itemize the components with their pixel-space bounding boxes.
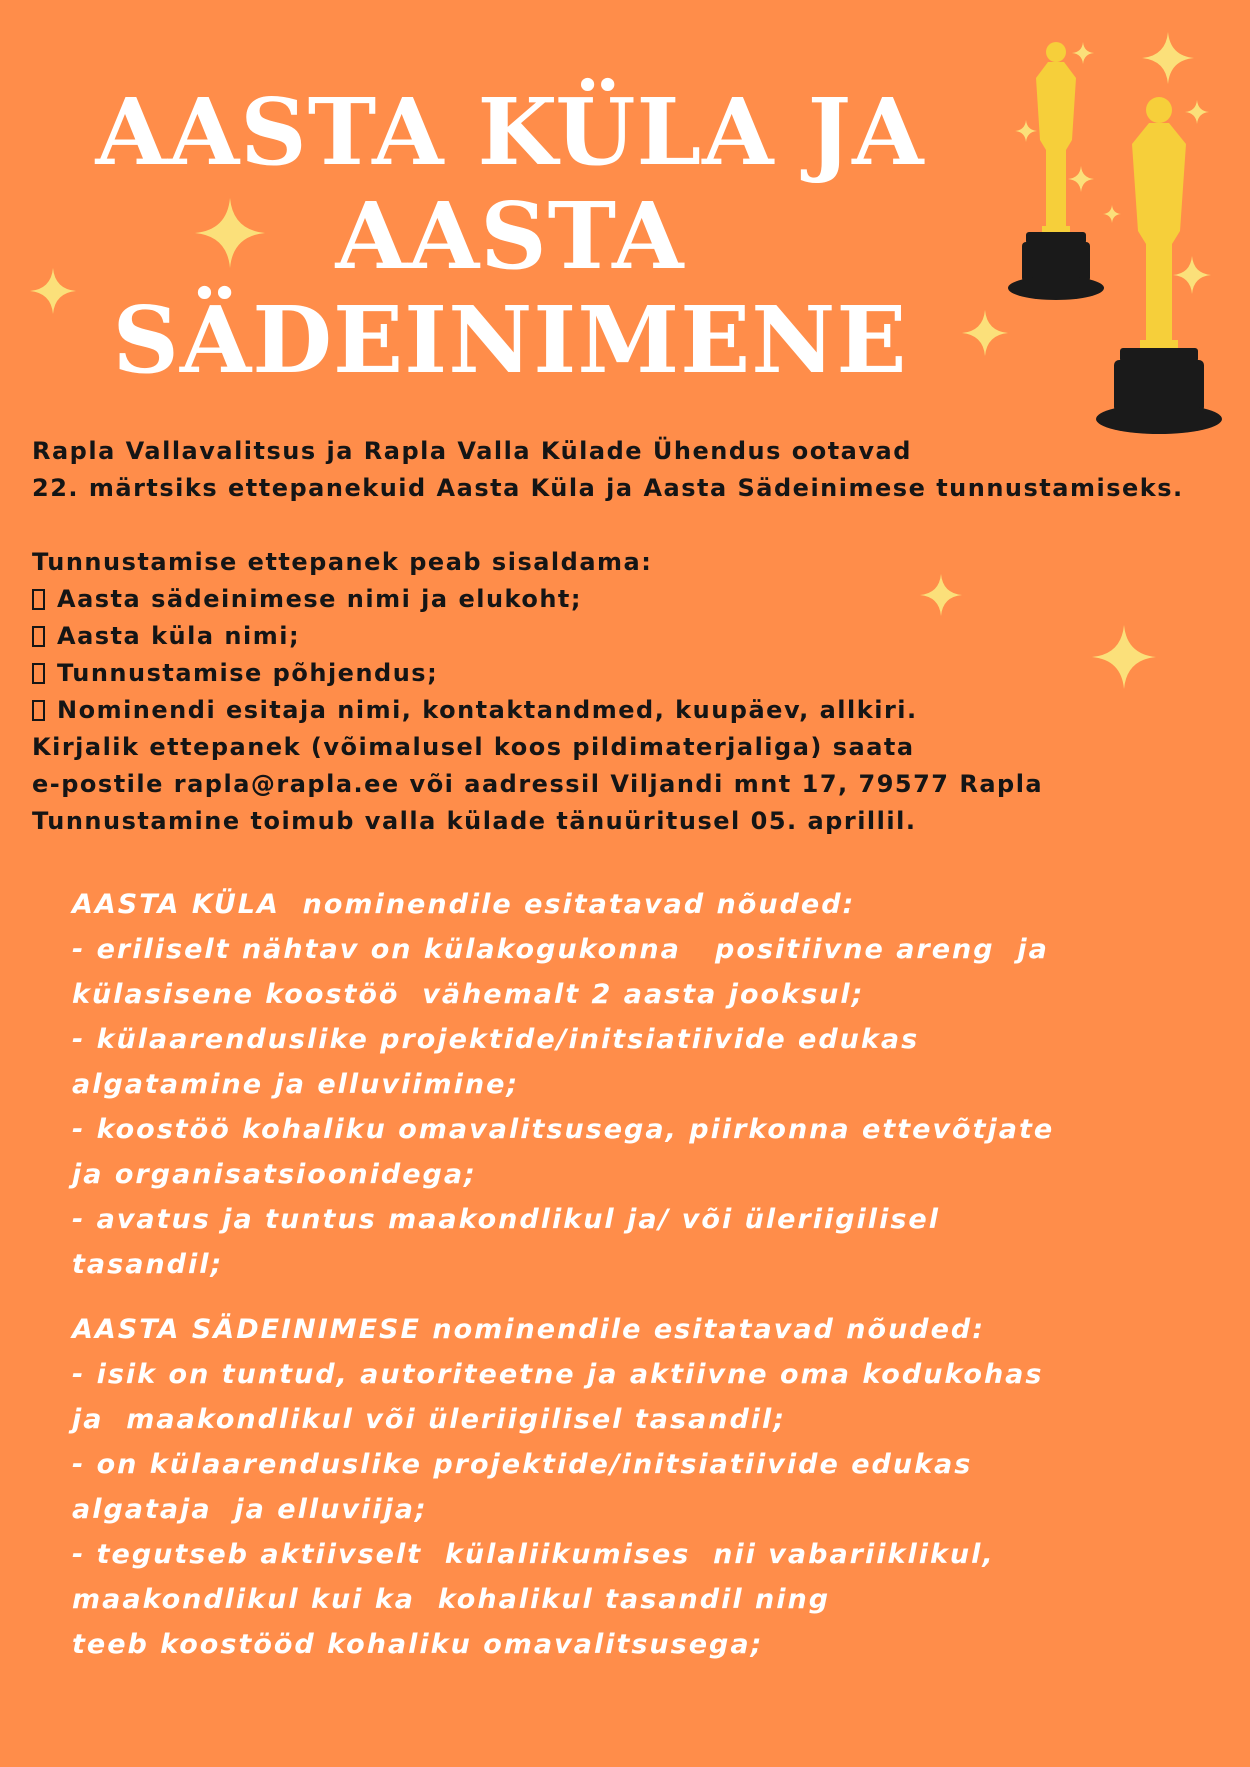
must-contain-heading: Tunnustamise ettepanek peab sisaldama: — [32, 548, 653, 576]
requirement-line: algataja ja elluviija; — [72, 1494, 428, 1525]
bullet-box-icon — [32, 626, 45, 647]
bullet-box-icon — [32, 700, 45, 721]
list-item: Aasta küla nimi; — [32, 618, 1242, 655]
requirement-line: ja maakondlikul või üleriigilisel tasandil; — [72, 1404, 787, 1435]
person-requirements — [72, 1307, 1172, 1667]
title-line-3: SÄDEINIMENE — [112, 286, 908, 394]
page-title — [40, 80, 980, 392]
intro-line-2: 22. märtsiks ettepanekuid Aasta Küla ja Aasta Sädeinimese tunnustamiseks. — [32, 474, 1184, 502]
list-item: Tunnustamise põhjendus; — [32, 655, 1242, 692]
requirement-line: - eriliselt nähtav on külakogukonna positiivne areng ja — [72, 934, 1049, 965]
requirement-line: külasisene koostöö vähemalt 2 aasta jooksul; — [72, 979, 865, 1010]
sparkle-icon — [1142, 32, 1194, 84]
requirement-line: tasandil; — [72, 1249, 224, 1280]
requirement-line: - isik on tuntud, autoriteetne ja aktiivne oma kodukohas — [72, 1359, 1044, 1390]
village-requirements-heading: AASTA KÜLA nominendile esitatavad nõuded: — [72, 889, 856, 920]
requirement-line: teeb koostööd kohaliku omavalitsusega; — [72, 1629, 764, 1660]
requirement-line: - avatus ja tuntus maakondlikul ja/ või üleriigilisel — [72, 1204, 940, 1235]
submit-line-1: Kirjalik ettepanek (võimalusel koos pildimaterjaliga) saata — [32, 733, 915, 761]
title-line-2: AASTA — [335, 182, 685, 290]
bullet-box-icon — [32, 663, 45, 684]
list-item: Aasta sädeinimese nimi ja elukoht; — [32, 581, 1242, 618]
bullet-box-icon — [32, 589, 45, 610]
requirement-line: algatamine ja elluviimine; — [72, 1069, 520, 1100]
requirement-line: maakondlikul kui ka kohalikul tasandil ning — [72, 1584, 831, 1615]
list-item: Nominendi esitaja nimi, kontaktandmed, kuupäev, allkiri. — [32, 692, 1242, 729]
requirement-line: - tegutseb aktiivselt külaliikumises nii vabariiklikul, — [72, 1539, 995, 1570]
award-statue-icon — [1006, 40, 1106, 305]
requirement-line: ja organisatsioonidega; — [72, 1159, 477, 1190]
intro-line-1: Rapla Vallavalitsus ja Rapla Valla Külade Ühendus ootavad — [32, 437, 912, 465]
person-requirements-heading: AASTA SÄDEINIMESE nominendile esitatavad nõuded: — [72, 1314, 986, 1345]
award-statue-icon — [1094, 96, 1224, 441]
submit-line-2: e-postile rapla@rapla.ee või aadressil Viljandi mnt 17, 79577 Rapla — [32, 770, 1044, 798]
intro-section — [32, 433, 1242, 840]
title-line-1: AASTA KÜLA JA — [95, 78, 925, 186]
requirement-line: - on külaarenduslike projektide/initsiatiivide edukas — [72, 1449, 973, 1480]
requirement-line: - koostöö kohaliku omavalitsusega, piirkonna ettevõtjate — [72, 1114, 1055, 1145]
village-requirements — [72, 882, 1172, 1287]
event-line: Tunnustamine toimub valla külade tänuüritusel 05. aprillil. — [32, 807, 917, 835]
requirement-line: - külaarenduslike projektide/initsiatiivide edukas — [72, 1024, 920, 1055]
